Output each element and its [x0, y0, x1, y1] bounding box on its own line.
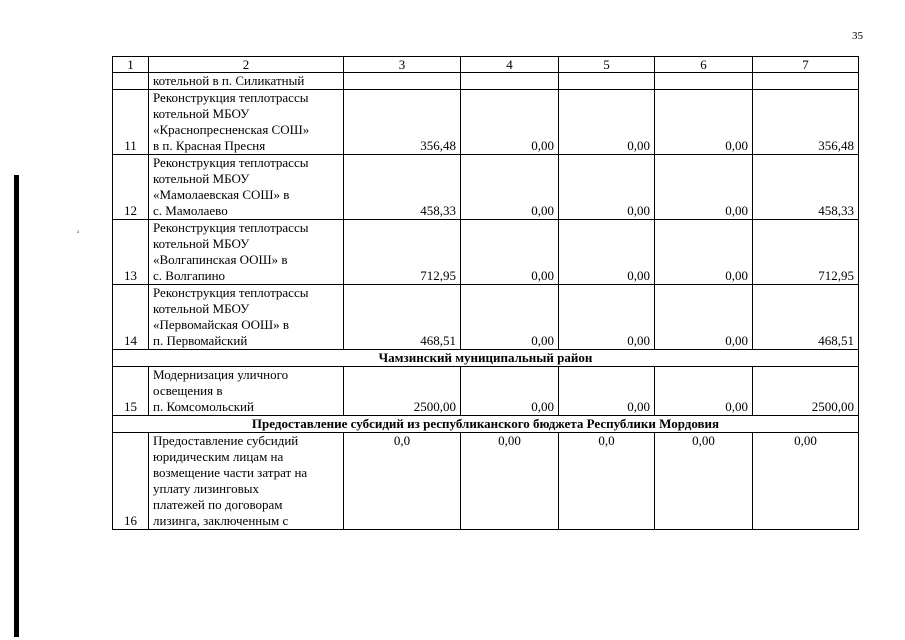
- value-cell: 0,00: [559, 90, 655, 155]
- item-name-line: котельной МБОУ: [153, 106, 250, 121]
- item-name-cell: [149, 220, 344, 285]
- continuation-row: [113, 73, 859, 90]
- item-name-cell: [149, 90, 344, 155]
- value-cell: 0,00: [655, 155, 753, 220]
- value-cell: 0,00: [655, 220, 753, 285]
- section-title: Предоставление субсидий из республиканского бюджета Республики Мордовия: [113, 416, 859, 433]
- item-name-line: Реконструкция теплотрассы: [153, 155, 309, 170]
- value-cell: 356,48: [344, 90, 461, 155]
- item-name-line: Модернизация уличного: [153, 367, 289, 382]
- page-number: 35: [852, 30, 863, 42]
- column-header: 1: [113, 57, 149, 73]
- value-cell: 356,48: [753, 90, 859, 155]
- value-cell: 458,33: [753, 155, 859, 220]
- column-number-header: [113, 57, 859, 73]
- item-name-line: котельной в п. Силикатный: [153, 73, 305, 88]
- table-row: [113, 155, 859, 220]
- row-number-cell: 15: [113, 367, 149, 416]
- table-row: [113, 367, 859, 416]
- value-cell: [753, 73, 859, 90]
- item-name-cell: [149, 367, 344, 416]
- column-header: 7: [753, 57, 859, 73]
- column-header: 3: [344, 57, 461, 73]
- value-cell: [655, 73, 753, 90]
- value-cell: 0,00: [461, 220, 559, 285]
- row-number-cell: [113, 73, 149, 90]
- value-cell: 0,00: [655, 285, 753, 350]
- value-cell: 0,00: [559, 367, 655, 416]
- value-cell: 0,00: [559, 285, 655, 350]
- value-cell: 0,0: [344, 433, 461, 530]
- value-cell: 0,00: [461, 367, 559, 416]
- table-row: [113, 285, 859, 350]
- budget-table: [112, 56, 859, 530]
- value-cell: 0,00: [461, 90, 559, 155]
- value-cell: 0,00: [559, 220, 655, 285]
- column-header: 2: [149, 57, 344, 73]
- value-cell: [344, 73, 461, 90]
- item-name-cell: [149, 155, 344, 220]
- item-name-line: с. Мамолаево: [153, 203, 228, 218]
- value-cell: 2500,00: [753, 367, 859, 416]
- section-row: [113, 416, 859, 433]
- item-name-line: возмещение части затрат на: [153, 465, 308, 480]
- scan-margin-bar: [14, 175, 19, 637]
- value-cell: 712,95: [753, 220, 859, 285]
- item-name-line: котельной МБОУ: [153, 236, 250, 251]
- table-row: [113, 220, 859, 285]
- item-name-line: юридическим лицам на: [153, 449, 284, 464]
- item-name-line: «Волгапинская ООШ» в: [153, 252, 288, 267]
- item-name-line: в п. Красная Пресня: [153, 138, 266, 153]
- row-number-cell: 12: [113, 155, 149, 220]
- item-name-line: Реконструкция теплотрассы: [153, 285, 309, 300]
- value-cell: 0,00: [655, 433, 753, 530]
- value-cell: 0,00: [753, 433, 859, 530]
- item-name-cell: [149, 73, 344, 90]
- value-cell: 0,00: [655, 90, 753, 155]
- value-cell: 0,00: [461, 433, 559, 530]
- value-cell: [559, 73, 655, 90]
- value-cell: 0,00: [655, 367, 753, 416]
- margin-mark: ᵃ: [77, 228, 80, 237]
- value-cell: 468,51: [753, 285, 859, 350]
- table-row: [113, 90, 859, 155]
- value-cell: 2500,00: [344, 367, 461, 416]
- section-title: Чамзинский муниципальный район: [113, 350, 859, 367]
- item-name-line: п. Первомайский: [153, 333, 248, 348]
- value-cell: [461, 73, 559, 90]
- column-header: 4: [461, 57, 559, 73]
- item-name-line: Реконструкция теплотрассы: [153, 90, 309, 105]
- value-cell: 0,0: [559, 433, 655, 530]
- item-name-line: с. Волгапино: [153, 268, 226, 283]
- item-name-cell: [149, 433, 344, 530]
- item-name-line: п. Комсомольский: [153, 399, 254, 414]
- section-row: [113, 350, 859, 367]
- item-name-line: Реконструкция теплотрассы: [153, 220, 309, 235]
- row-number-cell: 13: [113, 220, 149, 285]
- item-name-line: Предоставление субсидий: [153, 433, 299, 448]
- row-number-cell: 11: [113, 90, 149, 155]
- value-cell: 0,00: [461, 285, 559, 350]
- item-name-line: лизинга, заключенным с: [153, 513, 289, 528]
- column-header: 6: [655, 57, 753, 73]
- row-number-cell: 14: [113, 285, 149, 350]
- value-cell: 468,51: [344, 285, 461, 350]
- column-header: 5: [559, 57, 655, 73]
- value-cell: 458,33: [344, 155, 461, 220]
- row-number-cell: 16: [113, 433, 149, 530]
- item-name-line: платежей по договорам: [153, 497, 283, 512]
- item-name-cell: [149, 285, 344, 350]
- value-cell: 712,95: [344, 220, 461, 285]
- item-name-line: «Мамолаевская СОШ» в: [153, 187, 290, 202]
- value-cell: 0,00: [461, 155, 559, 220]
- item-name-line: «Краснопресненская СОШ»: [153, 122, 310, 137]
- item-name-line: котельной МБОУ: [153, 301, 250, 316]
- value-cell: 0,00: [559, 155, 655, 220]
- table-body: [113, 57, 859, 530]
- item-name-line: котельной МБОУ: [153, 171, 250, 186]
- table-row: [113, 433, 859, 530]
- item-name-line: уплату лизинговых: [153, 481, 260, 496]
- item-name-line: «Первомайская ООШ» в: [153, 317, 289, 332]
- item-name-line: освещения в: [153, 383, 223, 398]
